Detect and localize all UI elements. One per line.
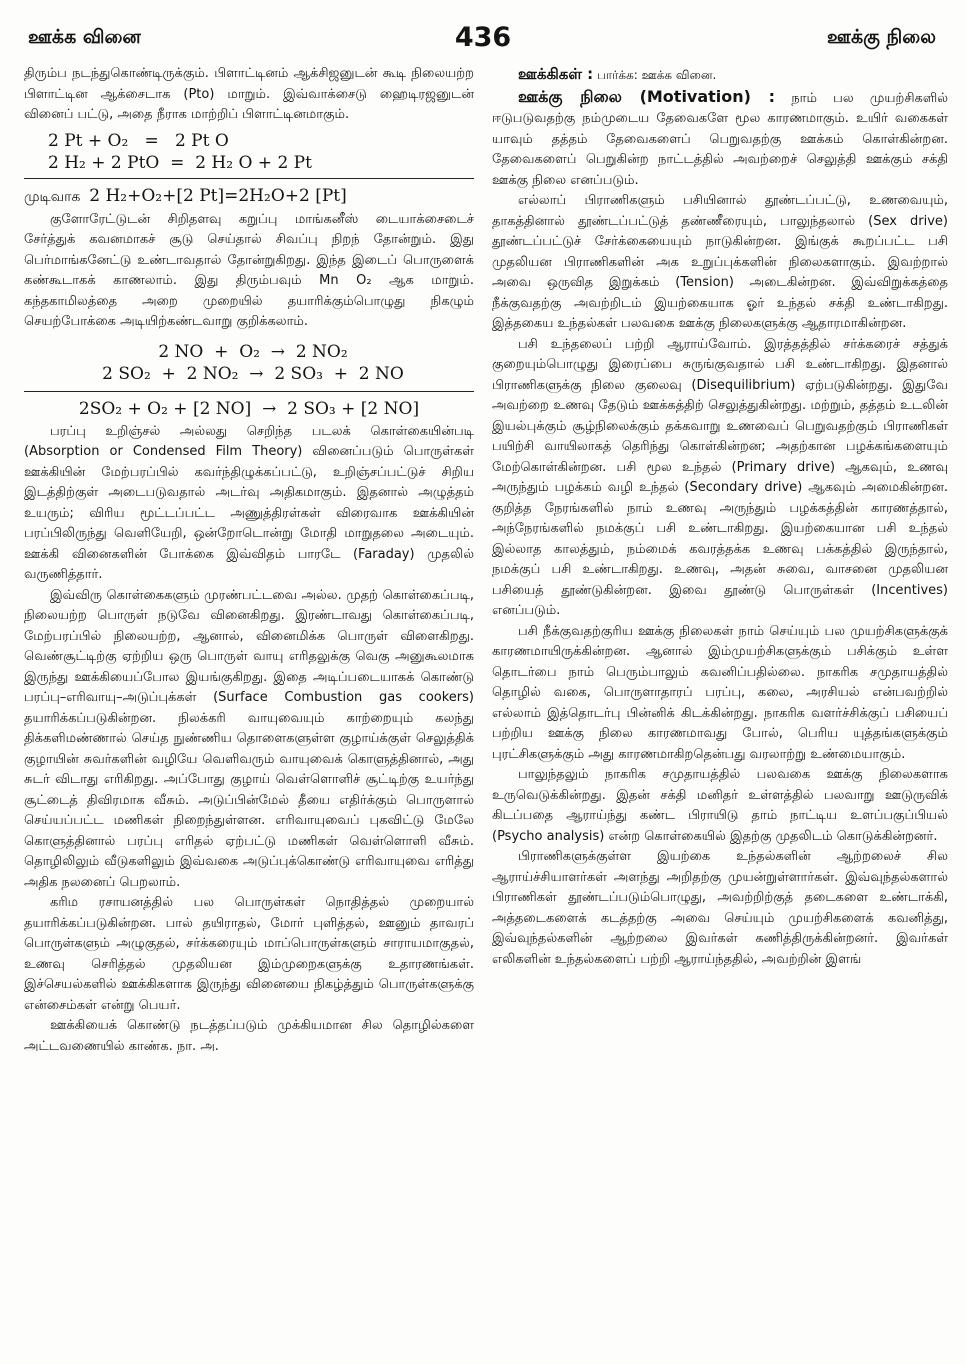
equation-result-2: 2SO₂ + O₂ + [2 NO] → 2 SO₃ + [2 NO] (78, 398, 420, 419)
cross-reference: பார்க்க: ஊக்க வினை. (593, 68, 717, 82)
header-right-guideword: ஊக்கு நிலை (827, 26, 936, 48)
entry-headword: ஊக்கு நிலை (518, 86, 622, 106)
entry-english-term: (Motivation) : (621, 86, 776, 106)
paragraph: கரிம ரசாயனத்தில் பல பொருள்கள் நொதித்தல் முறையால் தயாரிக்கப்படுகின்றன. பால் தயிராதல், மோர் புளித்தல், ஊனும் தாவரப் பொருள்களும் அழுகுதல், சர்க்கரையும் மாப்பொருள்களும் சாராயமாகுதல், உணவு செரித்தல் முதலியன இம்முறைகளுக்கு உதாரணங்கள். இச்செயல்களில் ஊக்கிகளாக இருந்து வினையை நிகழ்த்தும் பொருள்களுக்கு என்சைம்கள் என்று பெயர். (24, 895, 474, 1013)
equation: 2 H₂ + 2 PtO = 2 H₂ O + 2 Pt (48, 152, 312, 173)
entry-ookkigal (492, 64, 948, 87)
page-header (0, 22, 966, 56)
equation: 2 NO + O₂ → 2 NO₂ (158, 341, 348, 362)
right-column (492, 64, 948, 1354)
paragraph: ஊக்கியைக் கொண்டு நடத்தப்படும் முக்கியமான சில தொழில்களை அட்டவணையில் காண்க. நா. அ. (24, 1018, 474, 1054)
equation: 2 H₂+O₂+[2 Pt]=2H₂O+2 [Pt] (89, 185, 347, 206)
equation-block-2 (32, 341, 474, 385)
paragraph: திரும்ப நடந்துகொண்டிருக்கும். பிளாட்டினம் ஆக்சிஜனுடன் கூடி நிலையற்ற பிளாட்டின ஆக்சைடாக (Pto) மாறும். இவ்வாக்சைடு ஹைடிரஜனுடன் வினைப் பட்டு, அதை நீராக மாற்றிப் பிளாட்டினமாகும். (24, 66, 474, 122)
divider (24, 391, 474, 392)
paragraph: குளோரேட்டுடன் சிறிதளவு கறுப்பு மாங்கனீஸ் டையாக்சைடைச் சேர்த்துக் கவனமாகச் சூடு செய்தால் சிவப்பு நிறந் தோன்றும். இது பெர்மாங்கனேட்டு உண்டாவதால் தோன்றுகிறது. இந்த இடைப் பொருளைக் கண்கூடாகக் காணலாம். இது திரும்பவும் Mn O₂ ஆக மாறும். கந்தகாமிலத்தை அறை முறையில் தயாரிக்கும்பொழுது நிகழும் செயற்போக்கை அடியிற்கண்டவாறு குறிக்கலாம். (24, 211, 474, 329)
paragraph: நாம் பல முயற்சிகளில் ஈடுபடுவதற்கு நம்முடைய தேவைகளே மூல காரணமாகும். உயிர் வகைகள் யாவும் தத்தம் தேவைகளைப் பெறுவதற்கு ஊக்கம் கொள்கின்றன. தேவைகளைப் பெறுகின்ற நாட்டத்தில் அவற்றைச் செலுத்தி ஊக்கும் சக்தி ஊக்கு நிலை எனப்படும். (492, 90, 948, 188)
divider (24, 178, 474, 179)
equation-result-1 (24, 183, 474, 210)
entry-motivation (492, 87, 948, 192)
equation: 2 SO₂ + 2 NO₂ → 2 SO₃ + 2 NO (102, 363, 404, 384)
page-number: 436 (454, 22, 512, 53)
paragraph: பாலுந்தலும் நாகரிக சமுதாயத்தில் பலவகை ஊக்கு நிலைகளாக உருவெடுக்கின்றது. இதன் சக்தி மனிதர் உள்ளத்தில் பலவாறு ஊடுருவிக் கிடப்பதை ஆராய்ந்து கண்ட பிராயிடு தாம் நாட்டிய உளப்பகுப்பியல் (Psycho analysis) என்ற கொள்கையில் இதற்கு முதலிடம் கொடுக்கின்றனர். (492, 767, 948, 844)
paragraph: பிராணிகளுக்குள்ள இயற்கை உந்தல்களின் ஆற்றலைச் சில ஆராய்ச்சியாளர்கள் அளந்து அறிதற்கு முயன்றுள்ளார்கள். இவ்வுந்தல்களால் பிராணிகள் தூண்டப்படும்பொழுது, அவற்றிற்குத் தடைகளை உண்டாக்கி, அத்தடைகளைக் கடத்தற்கு அவை செய்யும் முயற்சிகளைக் கவனித்து, இவ்வுந்தல்களின் ஆற்றலை இவர்கள் கணித்திருக்கின்றனர். இவர்கள் எலிகளின் உந்தல்களைப் பற்றி ஆராய்ந்ததில், அவற்றின் இளங் (492, 849, 948, 967)
paragraph: இவ்விரு கொள்கைகளும் முரண்பட்டவை அல்ல. முதற் கொள்கைப்படி, நிலையற்ற பொருள் நடுவே வினைகிறது. இரண்டாவது கொள்கைப்படி, மேற்பரப்பில் நிலையற்ற, ஆனால், வினைமிக்க பொருள் விளைகிறது. வெண்சூட்டிற்கு ஏற்றிய ஒரு பொருள் வாயு எரிதலுக்கு வெகு அனுகூலமாக இருந்து ஊக்கியைப்போல இயங்குகிறது. இதை அடிப்படையாகக் கொண்டு பரப்பு–எரிவாயு–அடுப்புக்கள் (Surface Combustion gas cookers) தயாரிக்கப்படுகின்றன. நிலக்கரி வாயுவையும் காற்றையும் கலந்து திக்களிமண்ணால் செய்த நுண்ணிய தொளைகளுள்ள குழாய்க்குள் செலுத்திக் குழாயின் சுவர்களின் வழியே வெளிவரும் வாயுவைக் கொளுத்தினால், அது சுடர் விடாது எரிகிறது. அப்போது குழாய் வெள்ளொளிச் சூட்டிற்கு உயர்ந்து சூட்டைத் திவிரமாக வீசும். அடுப்பின்மேல் தீயை எதிர்க்கும் பொருளால் செய்யப்பட்ட மணிகள் நிறைந்துள்ளன. எரிவாயுவைப் புகவிட்டு மேலே கொளுத்தினால் பரப்பு எரிதல் ஏற்பட்டு மணிகள் வெள்ளொளி வீசும். தொழிலிலும் வீடுகளிலும் இவ்வகை அடுப்புக்கொண்டு எரிவாயுவை எரித்து அதிக நலனைப் பெறலாம். (24, 587, 474, 890)
paragraph: பரப்பு உறிஞ்சல் அல்லது செறிந்த படலக் கொள்கையின்படி (Absorption or Condensed Film Theory) வினைப்படும் பொருள்கள் ஊக்கியின் மேற்பரப்பில் கவர்ந்திழுக்கப்பட்டு, உறிஞ்சப்பட்டுச் சிறிய இடத்திற்குள் அடைபடுவதால் அடர்வு அதிகமாகும். இதனால் அழுத்தம் உயரும்; விரிய மூட்டப்பட்ட அணுத்திரள்கள் விரைவாக ஊக்கியின் பரப்பிலிருந்து வெளியேறி, ஒன்றோடொன்று மோதி மாறுதலை அடையும். ஊக்கி வினைகளின் போக்கை இவ்விதம் பாரடே (Faraday) முதலில் வருணித்தார். (24, 423, 474, 582)
entry-headword: ஊக்கிகள் : (518, 65, 594, 83)
equation-prefix: முடிவாக (24, 188, 81, 205)
equation-block-1 (48, 130, 474, 174)
paragraph: எல்லாப் பிராணிகளும் பசியினால் தூண்டப்பட்டு, உணவையும், தாகத்தினால் தூண்டப்பட்டுத் தண்ணீரையும், பாலுந்தலால் (Sex drive) தூண்டப்பட்டுச் சேர்க்கையையும் நாடுகின்றன. இங்குக் கூறப்பட்ட பசி முதலியன பிராணிகளின் அக உறுப்புக்களின் நிலைகளாகும். இவற்றால் அவை ஒருவித இறுக்கம் (Tension) அடைகின்றன. இவ்விறுக்கத்தை நீக்குவதற்கு அவற்றிடம் இயற்கையாக ஓர் உந்தல் சக்தி உண்டாகிறது. இத்தகைய உந்தல்கள் பலவகை ஊக்கு நிலைகளுக்கு ஆதாரமாகின்றன. (492, 193, 948, 331)
paragraph: பசி நீக்குவதற்குரிய ஊக்கு நிலைகள் நாம் செய்யும் பல முயற்சிகளுக்குக் காரணமாயிருக்கின்றன. ஆனால் இம்முயற்சிகளுக்கும் பசிக்கும் உள்ள தொடர்பை நாம் பெரும்பாலும் கவனிப்பதில்லை. நாகரிக சமுதாயத்தில் தொழில் வகை, பொருளாதாரப் பரப்பு, கலை, அரசியல் என்பவற்றில் எல்லாம் இத்தொடர்பு பின்னிக் கிடக்கின்றது. நாகரிக வளர்ச்சிக்குப் பசியைப் பற்றிய ஊக்கு நிலை காரணமாவது போல், பெரிய யுத்தங்களுக்கும் புரட்சிகளுக்கும் அது காரணமாகிறதென்பது வரலாற்று உண்மையாகும். (492, 623, 948, 762)
paragraph: பசி உந்தலைப் பற்றி ஆராய்வோம். இரத்தத்தில் சர்க்கரைச் சத்துக் குறையும்பொழுது இரைப்பை சுருங்குவதால் பசி உண்டாகிறது. இதனால் பிராணிகளுக்கு நிலை குலைவு (Disequilibrium) ஏற்படுகின்றது. இதுவே அவற்றை உணவு தேடும் ஊக்கத்திற் செலுத்துகின்றது. மற்றும், தத்தம் உடலின் இயல்புக்கும் சூழ்நிலைக்கும் தக்கவாறு உணவைப் பெறுவதற்கும் பிராணிகள் பயிற்சி வாயிலாகத் தெரிந்து கொள்கின்றன; அதற்கான பழக்கங்களையும் மேற்கொள்கின்றன. பசி மூல உந்தல் (Primary drive) ஆகவும், உணவு அருந்தும் பழக்கம் வழி உந்தல் (Secondary drive) ஆகவும் அமைகின்றன. குறித்த நேரங்களில் நாம் உணவு அருந்தும் பழக்கத்தின் காரணத்தால், அந்நேரங்களில் நமக்குப் பசி உண்டாகிறது. இயற்கையான பசி உந்தல் இல்லாத காலத்தும், நம்மைக் கவரத்தக்க உணவு பக்கத்தில் இருந்தால், நமக்குப் பசி உண்டாகிறது. உணவு, அதன் சுவை, வாசனை முதலியன பசியைத் தூண்டுகின்றன. இவை தூண்டு பொருள்கள் (Incentives) எனப்படும். (492, 336, 948, 618)
header-left-guideword: ஊக்க வினை (28, 26, 141, 48)
left-column (24, 64, 474, 1354)
equation: 2 Pt + O₂ = 2 Pt O (48, 130, 229, 151)
